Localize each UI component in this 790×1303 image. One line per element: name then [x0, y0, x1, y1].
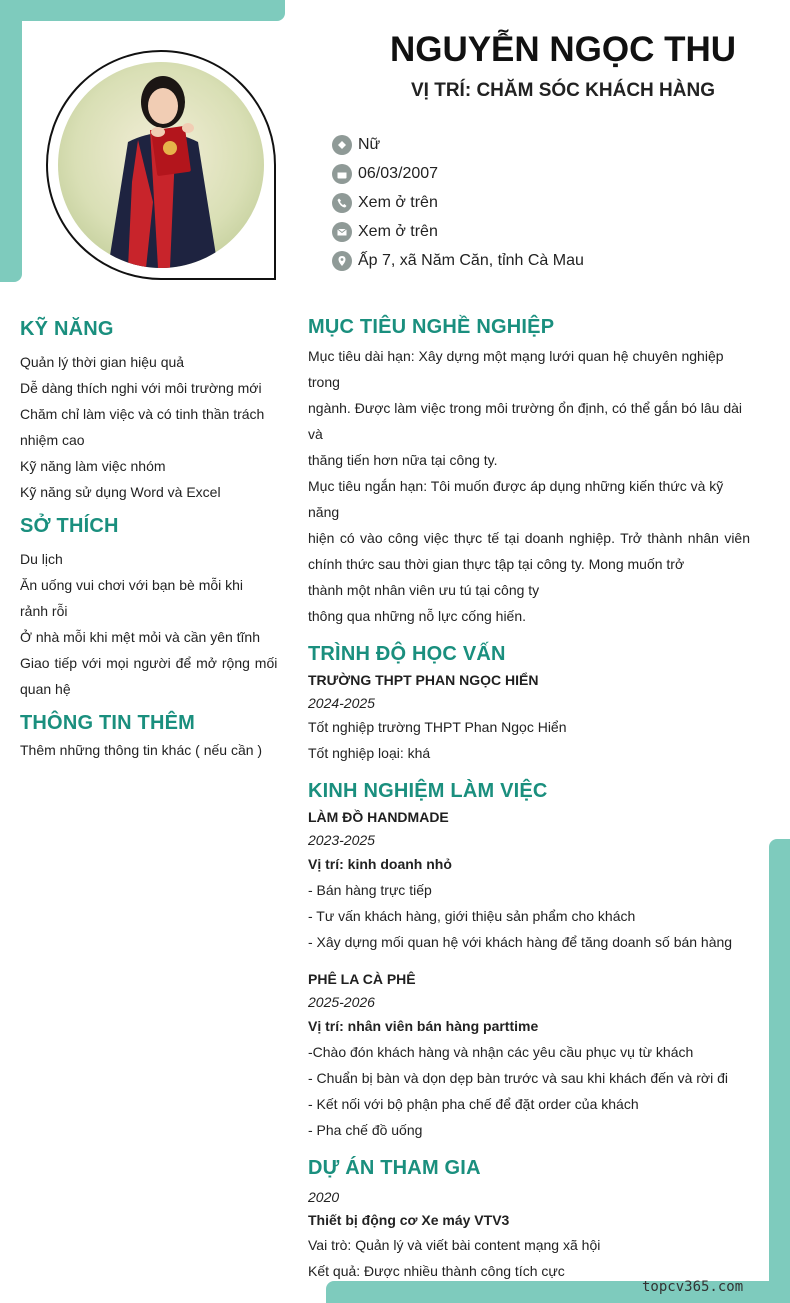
personal-info-list	[332, 130, 584, 275]
skill-line: Quản lý thời gian hiệu quả	[20, 354, 185, 370]
decor-top-bar	[0, 0, 285, 21]
info-gender	[332, 130, 584, 159]
hobby-line: rảnh rỗi	[20, 603, 68, 619]
job-duty: -Chào đón khách hàng và nhận các yêu cầu phục vụ từ khách	[308, 1044, 694, 1060]
info-gender-text: Nữ	[358, 135, 381, 153]
objective-line: thông qua những nỗ lực cống hiến.	[308, 608, 527, 624]
education-title: TRÌNH ĐỘ HỌC VẤN	[308, 643, 506, 665]
job-duty: - Bán hàng trực tiếp	[308, 882, 432, 898]
candidate-position: VỊ TRÍ: CHĂM SÓC KHÁCH HÀNG	[411, 80, 715, 101]
phone-icon	[332, 193, 352, 213]
skill-line: Kỹ năng sử dụng Word và Excel	[20, 484, 221, 500]
job-duty: - Kết nối với bộ phận pha chế để đặt order của khách	[308, 1096, 639, 1112]
job-company: PHÊ LA CÀ PHÊ	[308, 971, 416, 987]
job-period: 2023-2025	[308, 832, 375, 848]
job-period: 2025-2026	[308, 994, 375, 1010]
project-year: 2020	[308, 1189, 340, 1205]
skills-title: KỸ NĂNG	[20, 318, 114, 340]
hobby-line: Du lịch	[20, 551, 63, 567]
job-duty: - Pha chế đồ uống	[308, 1122, 423, 1138]
project-line: Vai trò: Quản lý và viết bài content mạng xã hội	[308, 1237, 601, 1253]
objective-line: hiện có vào công việc thực tế tại doanh nghiệp. Trở thành nhân viên	[308, 530, 751, 546]
right-column	[308, 316, 755, 1284]
job-role: Vị trí: kinh doanh nhỏ	[308, 856, 452, 872]
education-school: TRƯỜNG THPT PHAN NGỌC HIỂN	[308, 672, 539, 688]
calendar-icon	[332, 164, 352, 184]
skill-line: Kỹ năng làm việc nhóm	[20, 458, 166, 474]
location-icon	[332, 251, 352, 271]
skill-line: Dễ dàng thích nghi với môi trường mới	[20, 380, 262, 396]
info-birthday-text: 06/03/2007	[358, 164, 439, 182]
education-line: Tốt nghiệp trường THPT Phan Ngọc Hiển	[308, 719, 567, 735]
experience-title: KINH NGHIỆM LÀM VIỆC	[308, 780, 548, 802]
objective-line: chính thức sau thời gian thực tập tại công ty. Mong muốn trở	[308, 556, 685, 572]
decor-left-bar	[0, 0, 22, 282]
extra-info-title: THÔNG TIN THÊM	[20, 712, 196, 734]
objective-line: Mục tiêu dài hạn: Xây dựng một mạng lưới quan hệ chuyên nghiệp trong	[308, 348, 724, 390]
objective-line: ngành. Được làm việc trong môi trường ổn định, có thể gắn bó lâu dài và	[308, 400, 743, 442]
project-name: Thiết bị động cơ Xe máy VTV3	[308, 1212, 510, 1228]
job-duty: - Chuẩn bị bàn và dọn dẹp bàn trước và sau khi khách đến và rời đi	[308, 1070, 728, 1086]
job-role: Vị trí: nhân viên bán hàng parttime	[308, 1018, 539, 1034]
objective-line: thăng tiến hơn nữa tại công ty.	[308, 452, 498, 468]
job-company: LÀM ĐỒ HANDMADE	[308, 809, 449, 825]
hobbies-title: SỞ THÍCH	[20, 515, 119, 537]
info-birthday	[332, 159, 584, 188]
info-phone	[332, 188, 584, 217]
projects-title: DỰ ÁN THAM GIA	[308, 1157, 481, 1179]
extra-info-line: Thêm những thông tin khác ( nếu cần )	[20, 742, 263, 758]
job-duty: - Xây dựng mối quan hệ với khách hàng để tăng doanh số bán hàng	[308, 934, 733, 950]
watermark: topcv365.com	[642, 1279, 744, 1295]
objective-line: thành một nhân viên ưu tú tại công ty	[308, 582, 540, 598]
decor-right-bar	[769, 839, 790, 1303]
gender-icon	[332, 135, 352, 155]
avatar	[58, 62, 264, 268]
skill-line: Chăm chỉ làm việc và có tinh thần trách	[20, 406, 265, 422]
job-duty: - Tư vấn khách hàng, giới thiệu sản phẩm cho khách	[308, 908, 636, 924]
project-line: Kết quả: Được nhiều thành công tích cực	[308, 1263, 565, 1279]
info-address	[332, 246, 584, 275]
email-icon	[332, 222, 352, 242]
education-line: Tốt nghiệp loại: khá	[308, 745, 431, 761]
objective-title: MỤC TIÊU NGHỀ NGHIỆP	[308, 316, 555, 338]
hobby-line: Giao tiếp với mọi người để mở rộng mối	[20, 655, 278, 671]
info-phone-text: Xem ở trên	[358, 193, 438, 211]
info-address-text: Ấp 7, xã Năm Căn, tỉnh Cà Mau	[358, 251, 584, 269]
education-period: 2024-2025	[308, 695, 375, 711]
left-column	[20, 318, 278, 763]
skill-line: nhiệm cao	[20, 432, 85, 448]
candidate-name: NGUYỄN NGỌC THU	[389, 30, 737, 69]
info-email	[332, 217, 584, 246]
hobby-line: Ở nhà mỗi khi mệt mỏi và cần yên tĩnh	[20, 629, 261, 645]
objective-line: Mục tiêu ngắn hạn: Tôi muốn được áp dụng những kiến thức và kỹ năng	[308, 478, 724, 520]
hobby-line: Ăn uống vui chơi với bạn bè mỗi khi	[20, 577, 244, 593]
hobby-line: quan hệ	[20, 681, 71, 697]
info-email-text: Xem ở trên	[358, 222, 438, 240]
